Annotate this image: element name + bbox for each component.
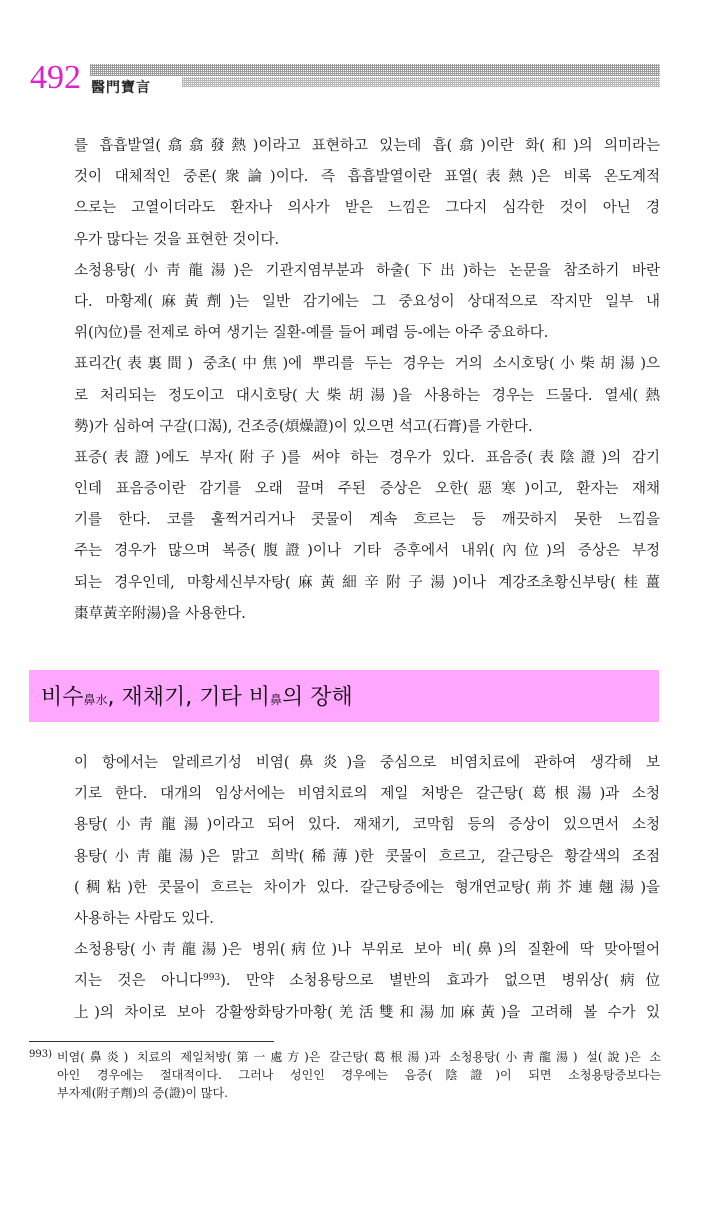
footnote-line: 아인 경우에는 절대적이다. 그러나 성인인 경우에는 음증(陰證)이 되면 소청용탕증보다는 bbox=[57, 1068, 661, 1082]
text-line: 기를 한다. 코를 훌쩍거리거나 콧물이 계속 흐르는 등 깨끗하지 못한 느낌을 bbox=[74, 512, 660, 529]
text-line: 이 항에서는 알레르기성 비염(鼻炎)을 중심으로 비염치료에 관하여 생각해 보 bbox=[74, 748, 660, 779]
bullet-paragraph bbox=[74, 443, 660, 630]
text-line: 주는 경우가 많으며 복증(腹證)이나 기타 증후에서 내위(內位)의 증상은 부정 bbox=[74, 543, 660, 560]
text-line: 되는 경우인데, 마황세신부자탕(麻黃細辛附子湯)이나 계강조초황신부탕(桂薑 bbox=[74, 574, 660, 591]
text-line: 것이 대체적인 중론(衆論)이다. 즉 흡흡발열이란 표열(表熱)은 비록 온도계적 bbox=[74, 169, 660, 186]
text-line: 기로 한다. 대개의 임상서에는 비염치료의 제일 처방은 갈근탕(葛根湯)과 소청 bbox=[74, 786, 660, 803]
text-line: 소청용탕(小靑龍湯)은 병위(病位)나 부위로 보아 비(鼻)의 질환에 딱 맞아떨어 bbox=[74, 935, 660, 966]
text-line: 로 처리되는 정도이고 대시호탕(大柴胡湯)을 사용하는 경우는 드물다. 열세(熱 bbox=[74, 387, 660, 404]
text-line: 다. 마황제(麻黃劑)는 일반 감기에는 그 중요성이 상대적으로 작지만 일부 내 bbox=[74, 293, 660, 310]
footnote-reference[interactable]: 993 bbox=[203, 973, 221, 984]
bullet-paragraph bbox=[74, 748, 660, 935]
header-pattern-lower bbox=[182, 77, 660, 87]
text-line: 표증(表證)에도 부자(附子)를 써야 하는 경우가 있다. 표음증(表陰證)의 감기 bbox=[74, 443, 660, 474]
text-line: 우가 많다는 것을 표현한 것이다. bbox=[74, 231, 280, 248]
footnote bbox=[29, 1048, 661, 1102]
book-title: 醫門寶言 bbox=[91, 80, 151, 96]
text-line: 으로는 고열이더라도 환자나 의사가 받은 느낌은 그다지 심각한 것이 아닌 경 bbox=[74, 200, 660, 217]
text-line: 를 흡흡발열(翕翕發熱)이라고 표현하고 있는데 흡(翕)이란 화(和)의 의미라는 bbox=[74, 138, 660, 154]
footnote-line: 부자제(附子劑)의 증(證)이 많다. bbox=[57, 1086, 228, 1100]
text-line: 棗草黃辛附湯)을 사용한다. bbox=[74, 605, 246, 622]
section-heading-title: 비수鼻水, 재채기, 기타 비鼻의 장해 bbox=[41, 685, 353, 710]
text-line: 사용하는 사람도 있다. bbox=[74, 910, 214, 927]
text-line: 위(內位)를 전제로 하여 생기는 질환-예를 들어 폐렴 등-에는 아주 중요하다. bbox=[74, 325, 549, 342]
page-header bbox=[27, 58, 667, 98]
page-number: 492 bbox=[30, 59, 81, 96]
bullet-paragraph bbox=[74, 349, 660, 443]
text-line: 지는 것은 아니다$^{993}$). 만약 소청용탕으로 별반의 효과가 없으면 병위상(病位 bbox=[74, 973, 660, 990]
footnote-line: 비염(鼻炎) 치료의 제일처방(第一處方)은 갈근탕(葛根湯)과 소청용탕(小靑龍湯) 설(說)은 소 bbox=[57, 1050, 661, 1064]
bullet-paragraph bbox=[74, 256, 660, 350]
section-heading bbox=[29, 670, 659, 722]
bullet-paragraph bbox=[74, 935, 660, 1029]
text-line: (稠粘)한 콧물이 흐르는 차이가 있다. 갈근탕증에는 형개연교탕(荊芥連翹湯)을 bbox=[74, 879, 660, 896]
text-line: 勢)가 심하여 구갈(口渴), 건조증(煩燥證)이 있으면 석고(石膏)를 가한다. bbox=[74, 418, 533, 435]
text-line: 上)의 차이로 보아 강활쌍화탕가마황(羌活雙和湯加麻黃)을 고려해 볼 수가 있 bbox=[74, 1004, 660, 1021]
text-line: 용탕(小靑龍湯)이라고 되어 있다. 재채기, 코막힘 등의 증상이 있으면서 소청 bbox=[74, 817, 660, 834]
footnote-number: 993) bbox=[29, 1049, 52, 1060]
text-line: 소청용탕(小靑龍湯)은 기관지염부분과 하출(下出)하는 논문을 참조하기 바란 bbox=[74, 256, 660, 287]
header-pattern bbox=[90, 64, 660, 76]
footnote-divider bbox=[29, 1041, 274, 1042]
text-line: 용탕(小靑龍湯)은 맑고 희박(稀薄)한 콧물이 흐르고, 갈근탕은 황갈색의 조점 bbox=[74, 848, 660, 865]
section-1 bbox=[74, 131, 660, 630]
text-line: 인데 표음증이란 감기를 오래 끌며 주된 증상은 오한(惡寒)이고, 환자는 재채 bbox=[74, 481, 660, 498]
paragraph bbox=[74, 131, 660, 256]
section-2 bbox=[74, 748, 660, 1029]
text-line: 표리간(表裏間) 중초(中焦)에 뿌리를 두는 경우는 거의 소시호탕(小柴胡湯)으 bbox=[74, 349, 660, 380]
